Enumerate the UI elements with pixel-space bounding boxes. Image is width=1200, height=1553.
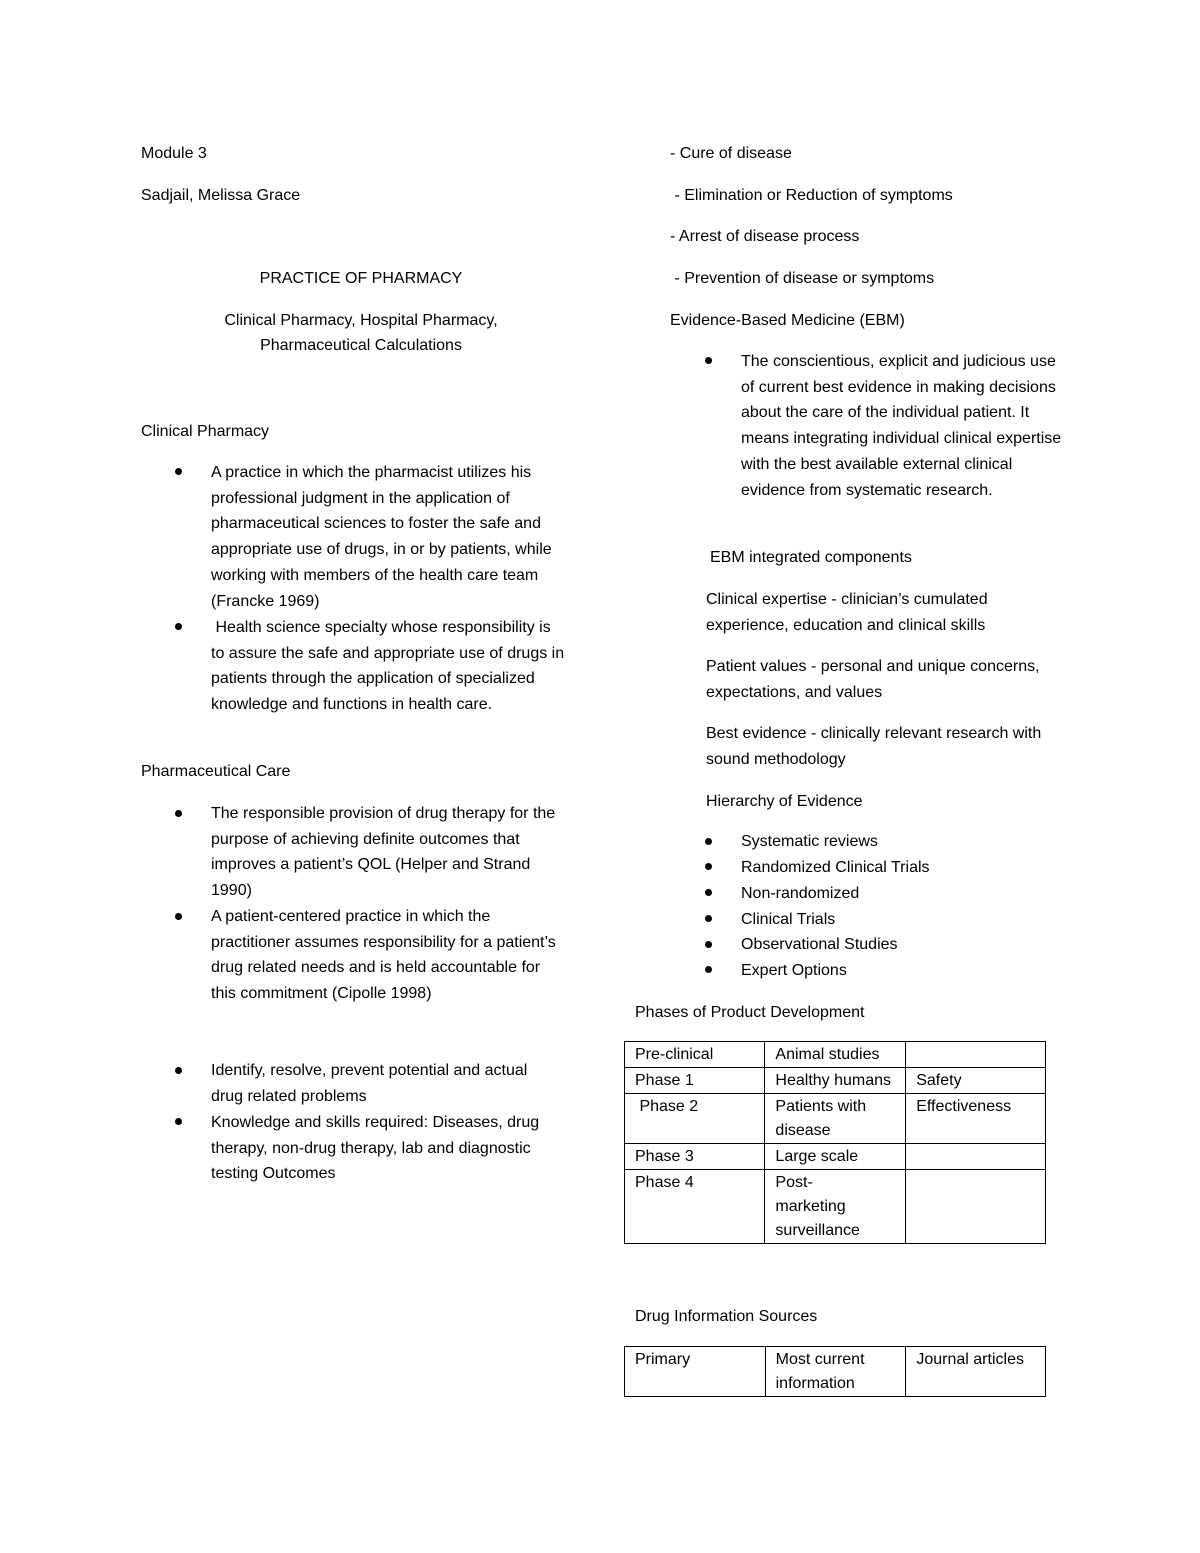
hierarchy-heading: Hierarchy of Evidence [706,793,863,810]
drug-info-table [624,1346,1046,1397]
bullet-icon [175,623,182,630]
bullet-icon [175,913,182,920]
bullet-icon [175,1067,182,1074]
table-row [625,1094,1046,1144]
table-cell: Journal articles [906,1347,1046,1397]
table-cell: Effectiveness [906,1094,1046,1144]
hierarchy-item: Expert Options [741,962,847,979]
table-cell: Safety [906,1068,1046,1094]
hierarchy-item: Clinical Trials [741,911,836,928]
bullet-icon [175,468,182,475]
module-label: Module 3 [141,145,207,162]
goal-item: - Arrest of disease process [670,228,860,245]
ebm-component-clinical-expertise: Clinical expertise - clinician’s cumulated experience, education and clinical skills [706,591,988,634]
bullet-icon [175,810,182,817]
phases-table [624,1041,1046,1244]
drug-info-heading: Drug Information Sources [635,1308,818,1325]
hierarchy-item: Systematic reviews [741,833,878,850]
document-title: PRACTICE OF PHARMACY [259,270,463,287]
table-cell: Phase 4 [625,1170,765,1244]
table-row [625,1068,1046,1094]
table-cell [906,1144,1046,1170]
ebm-heading: Evidence-Based Medicine (EBM) [670,312,905,329]
table-cell: Large scale [765,1144,906,1170]
bullet-icon [705,915,712,922]
bullet-icon [705,838,712,845]
table-row [625,1042,1046,1068]
clinical-pharmacy-heading: Clinical Pharmacy [141,423,270,440]
hierarchy-item: Randomized Clinical Trials [741,859,930,876]
bullet-icon [705,966,712,973]
document-subtitle-line2: Pharmaceutical Calculations [260,337,462,354]
clinical-bullet-1: A practice in which the pharmacist utilizes his professional judgment in the application of pharmaceutical sciences to foster the safe and appropriate use of drugs, in or by patients, while working with members of the health care team (Francke 1969) [211,464,552,610]
care-bullet-2: A patient-centered practice in which the practitioner assumes responsibility for a patient’s drug related needs and is held accountable for this commitment (Cipolle 1998) [211,908,556,1003]
table-cell-text: Post-marketing surveillance [775,1174,860,1239]
goal-item: - Cure of disease [670,145,792,162]
table-cell: Most current information [765,1347,906,1397]
table-cell: Pre-clinical [625,1042,765,1068]
table-cell: Patients with disease [765,1094,906,1144]
table-row [625,1144,1046,1170]
table-cell: Phase 2 [625,1094,765,1144]
ebm-component-patient-values: Patient values - personal and unique concerns, expectations, and values [706,658,1040,701]
author-name: Sadjail, Melissa Grace [141,187,301,204]
care-bullet-1: The responsible provision of drug therapy for the purpose of achieving definite outcomes that improves a patient’s QOL (Helper and Strand 1990) [211,805,556,900]
bullet-icon [705,889,712,896]
document-subtitle-line1: Clinical Pharmacy, Hospital Pharmacy, [224,312,498,329]
table-row [625,1347,1046,1397]
hierarchy-item: Observational Studies [741,936,898,953]
table-cell [765,1170,906,1244]
table-cell: Healthy humans [765,1068,906,1094]
bullet-icon [175,1118,182,1125]
table-cell [906,1042,1046,1068]
table-cell [906,1170,1046,1244]
clinical-bullet-2: Health science specialty whose responsibility is to assure the safe and appropriate use of drugs in patients through the application of specialized knowledge and functions in health care. [211,619,569,714]
table-cell: Animal studies [765,1042,906,1068]
hierarchy-item: Non-randomized [741,885,860,902]
pharmaceutical-care-heading: Pharmaceutical Care [141,763,291,780]
ebm-components-heading: EBM integrated components [710,549,912,566]
table-cell: Primary [625,1347,766,1397]
goal-item: - Elimination or Reduction of symptoms [670,187,953,204]
table-cell: Phase 1 [625,1068,765,1094]
bullet-icon [705,357,712,364]
care-bullet-4: Knowledge and skills required: Diseases, drug therapy, non-drug therapy, lab and diagnostic testing Outcomes [211,1114,540,1183]
ebm-definition-bullet: The conscientious, explicit and judicious use of current best evidence in making decisions about the care of the individual patient. It means integrating individual clinical expertise with the best available external clinical evidence from systematic research. [741,353,1062,499]
table-row [625,1170,1046,1244]
care-bullet-3: Identify, resolve, prevent potential and actual drug related problems [211,1062,528,1105]
bullet-icon [705,863,712,870]
goal-item: - Prevention of disease or symptoms [670,270,935,287]
ebm-component-best-evidence: Best evidence - clinically relevant research with sound methodology [706,725,1042,768]
bullet-icon [705,941,712,948]
phases-heading: Phases of Product Development [635,1004,865,1021]
table-cell: Phase 3 [625,1144,765,1170]
